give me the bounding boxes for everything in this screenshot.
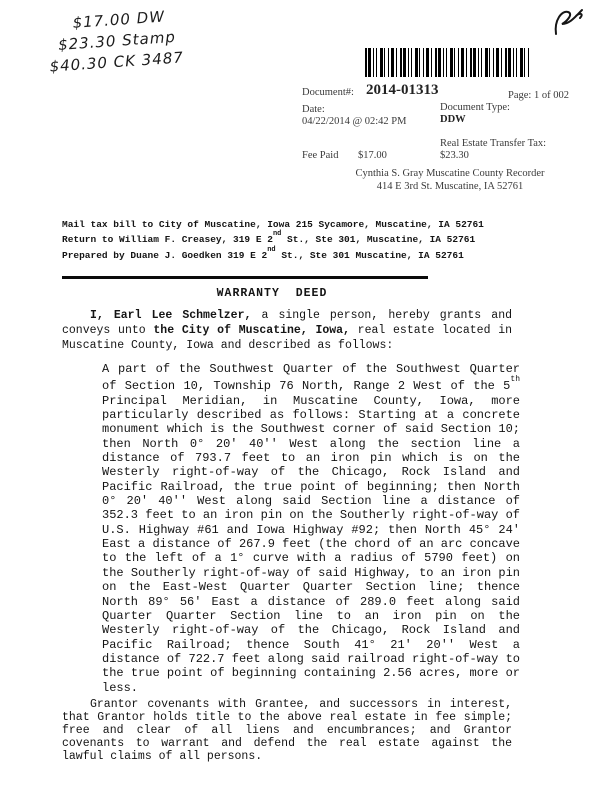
text-segment: Principal Meridian, in Muscatine County, Iowa, more particularly described as follows: Starting at a concrete monument which is the Southwest corner of said Section 10; then North 0° 20' 40'' West along the section line a distance of 793.7 feet to an iron pin which is on the Westerly right-of-way of the Chicago, Rock Island and Pacific Railroad, the true point of beginning; then North 0° 20' 40'' West along said Section line a distance of 352.3 feet to an iron pin on the Southerly right-of-way of U.S. Highway #61 and Iowa Highway #92; then North 45° 24' East a distance of 267.9 feet (the chord of an arc concave to the left of a 1° curve with a radius of 5790 feet) on the Southerly right-of-way of said Highway, to an iron pin on the East-West Quarter Quarter Section line; thence North 89° 56' East a distance of 289.0 feet along said Quarter Quarter Section line to an iron pin on the Westerly right-of-way of the Chicago, Rock Island and Pacific Railroad; thence South 41° 21' 20'' West a distance of 722.7 feet along said railroad right-of-way to the true point of beginning containing 2.56 acres, more or less. [102, 393, 520, 695]
grantee-name: the City of Muscatine, Iowa, [153, 324, 350, 337]
text-segment: Return to William F. Creasey, 319 E 2 [62, 234, 273, 246]
ordinal-suffix: nd [272, 230, 282, 239]
recorder-name-line: Cynthia S. Gray Muscatine County Recorder [355, 168, 545, 179]
handwritten-note-fee: $17.00 DW [71, 7, 166, 32]
date-value: 04/22/2014 @ 02:42 PM [302, 116, 407, 127]
ordinal-suffix: nd [267, 245, 276, 254]
return-to-line [62, 231, 484, 246]
legal-description [102, 362, 520, 695]
text-segment: Prepared by Duane J. Goedken 319 E 2 [62, 249, 268, 261]
document-type-label: Document Type: [440, 102, 510, 113]
horizontal-rule [62, 276, 428, 279]
text-segment: A part of the Southwest Quarter of the Southwest Quarter of Section 10, Township 76 North, Range 2 West of the 5 [102, 362, 520, 394]
handwritten-fee-notes [46, 5, 185, 77]
granting-clause [62, 308, 512, 353]
prepared-by-line [62, 247, 484, 262]
handwritten-note-stamp: $23.30 Stamp [57, 27, 177, 54]
recorder-address-line: 414 E 3rd St. Muscatine, IA 52761 [376, 181, 524, 192]
transfer-tax-value: $23.30 [440, 150, 469, 161]
document-number-label: Document#: [302, 87, 354, 98]
fee-paid-label: Fee Paid [302, 150, 339, 161]
deed-title: WARRANTY DEED [216, 287, 328, 300]
text-segment: real estate located in Muscatine County, Iowa and described as follows: [62, 324, 513, 352]
text-segment: St., Ste 301 Muscatine, IA 52761 [275, 249, 464, 261]
recorder-stamp [302, 82, 598, 200]
text-segment: a single person, hereby grants and conveys unto [62, 309, 512, 337]
barcode-icon [365, 48, 531, 77]
address-block [62, 218, 484, 262]
page-count: Page: 1 of 002 [508, 90, 569, 101]
document-type-value: DDW [440, 114, 466, 125]
grantor-name: I, Earl Lee Schmelzer, [90, 309, 252, 322]
handwritten-corner-mark-icon [546, 4, 590, 44]
mail-tax-bill-line: Mail tax bill to City of Muscatine, Iowa 215 Sycamore, Muscatine, IA 52761 [62, 219, 484, 230]
ordinal-suffix: th [510, 375, 520, 385]
handwritten-note-check: $40.30 CK 3487 [48, 48, 185, 76]
text-segment: St., Ste 301, Muscatine, IA 52761 [281, 234, 476, 246]
date-label: Date: [302, 104, 325, 115]
document-number: 2014-01313 [366, 82, 439, 98]
transfer-tax-label: Real Estate Transfer Tax: [440, 138, 547, 149]
covenant-paragraph: Grantor covenants with Grantee, and successors in interest, that Grantor holds title to the above real estate in fee simple; free and clear of all liens and encumbrances; and Grantor covenants to warrant and defend the real estate against the lawful claims of all persons. [62, 698, 512, 763]
fee-paid-value: $17.00 [358, 150, 387, 161]
